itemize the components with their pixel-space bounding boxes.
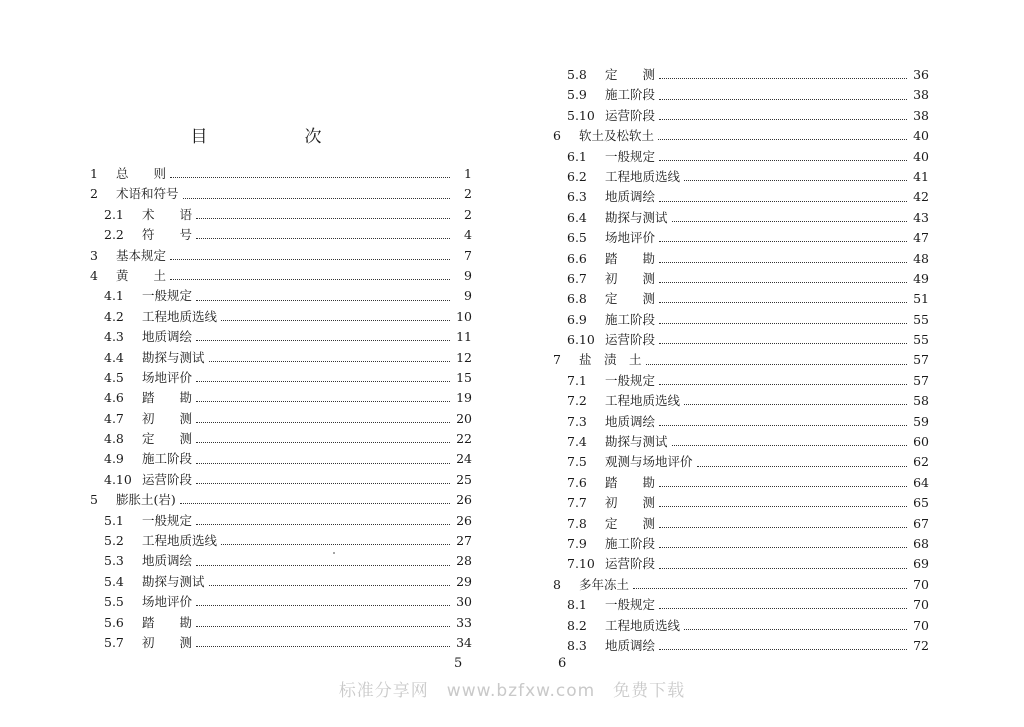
toc-entry-label: 初 测 — [605, 495, 656, 511]
toc-leader-dots — [196, 217, 450, 219]
toc-entry-label: 勘探与测试 — [142, 573, 205, 589]
toc-entry-number: 2.1 — [104, 206, 124, 222]
toc-entry[interactable] — [553, 554, 929, 574]
toc-entry-number: 7.7 — [567, 495, 587, 511]
toc-entry-page: 7 — [464, 247, 472, 263]
toc-entry[interactable] — [90, 266, 472, 286]
toc-entry-label: 勘探与测试 — [142, 349, 205, 365]
toc-leader-dots — [659, 322, 907, 324]
toc-entry-page: 29 — [456, 573, 472, 589]
toc-entry-number: 5.1 — [104, 512, 124, 528]
toc-entry-number: 7.9 — [567, 535, 587, 551]
toc-entry[interactable] — [553, 371, 929, 391]
toc-entry[interactable] — [90, 368, 472, 388]
toc-leader-dots — [170, 258, 450, 260]
toc-leader-dots — [180, 502, 450, 504]
toc-leader-dots — [659, 546, 907, 548]
toc-leader-dots — [196, 482, 450, 484]
toc-entry-page: 2 — [464, 186, 472, 202]
toc-entry-number: 5.3 — [104, 553, 124, 569]
toc-leader-dots — [659, 505, 907, 507]
toc-leader-dots — [209, 360, 450, 362]
toc-entry-number: 5.5 — [104, 594, 124, 610]
toc-entry[interactable] — [553, 493, 929, 513]
toc-entry-number: 1 — [90, 166, 98, 181]
toc-entry-label: 运营阶段 — [142, 471, 193, 487]
toc-entry-label: 施工阶段 — [605, 535, 656, 551]
toc-entry[interactable] — [553, 187, 929, 207]
toc-list-left — [90, 164, 472, 653]
toc-leader-dots — [659, 648, 907, 650]
toc-leader-dots — [196, 604, 450, 606]
toc-entry-number: 7.6 — [567, 474, 587, 490]
toc-entry-number: 5 — [90, 492, 98, 508]
toc-entry-number: 7.10 — [567, 556, 595, 572]
toc-entry-label: 踏 勘 — [605, 250, 656, 266]
toc-entry[interactable] — [90, 551, 472, 571]
toc-entry-page: 1 — [464, 166, 472, 181]
toc-entry-page: 60 — [913, 434, 929, 450]
toc-entry[interactable] — [553, 330, 929, 350]
toc-entry-number: 7.3 — [567, 413, 587, 429]
toc-entry-page: 4 — [464, 227, 472, 243]
toc-entry-label: 踏 勘 — [142, 614, 193, 630]
toc-entry-page: 20 — [456, 410, 472, 426]
toc-entry-number: 6.7 — [567, 270, 587, 286]
toc-entry-page: 57 — [913, 352, 929, 368]
toc-entry-number: 7.4 — [567, 434, 587, 450]
toc-entry-label: 膨胀土(岩) — [116, 492, 176, 508]
toc-entry[interactable] — [90, 327, 472, 347]
toc-entry-label: 初 测 — [605, 270, 656, 286]
toc-entry-label: 工程地质选线 — [605, 393, 681, 409]
toc-entry-label: 初 测 — [142, 634, 193, 650]
toc-entry-page: 26 — [456, 492, 472, 508]
toc-entry-number: 4.7 — [104, 410, 124, 426]
toc-entry-label: 一般规定 — [605, 372, 656, 388]
toc-entry-label: 地质调绘 — [605, 637, 656, 653]
toc-entry-page: 70 — [913, 576, 929, 592]
toc-entry-page: 26 — [456, 512, 472, 528]
toc-leader-dots — [196, 400, 450, 402]
toc-entry[interactable] — [90, 531, 472, 551]
toc-leader-dots — [659, 607, 907, 609]
toc-entry-number: 5.8 — [567, 67, 587, 82]
toc-entry-page: 36 — [913, 67, 929, 82]
toc-leader-dots — [659, 200, 907, 202]
toc-leader-dots — [659, 261, 907, 263]
toc-entry-page: 67 — [913, 515, 929, 531]
toc-entry[interactable] — [90, 307, 472, 327]
toc-entry-label: 地质调绘 — [142, 329, 193, 345]
toc-entry-label: 一般规定 — [142, 288, 193, 304]
toc-leader-dots — [221, 543, 450, 545]
toc-leader-dots — [659, 118, 907, 120]
toc-entry-label: 总 则 — [116, 166, 167, 181]
toc-entry-label: 盐 渍 土 — [579, 352, 642, 368]
toc-entry-number: 6.9 — [567, 311, 587, 327]
toc-entry-label: 地质调绘 — [605, 413, 656, 429]
toc-entry[interactable] — [553, 228, 929, 248]
toc-entry-page: 11 — [456, 329, 472, 345]
toc-leader-dots — [659, 281, 907, 283]
toc-leader-dots — [659, 301, 907, 303]
toc-entry[interactable] — [90, 613, 472, 633]
toc-leader-dots — [659, 485, 907, 487]
toc-entry-page: 33 — [456, 614, 472, 630]
toc-entry[interactable] — [90, 490, 472, 510]
toc-entry-number: 7.8 — [567, 515, 587, 531]
toc-entry-number: 7.5 — [567, 454, 587, 470]
toc-entry-label: 施工阶段 — [605, 87, 656, 103]
toc-entry[interactable] — [90, 205, 472, 225]
toc-leader-dots — [659, 240, 907, 242]
toc-entry[interactable] — [553, 289, 929, 309]
toc-entry[interactable] — [553, 85, 929, 105]
toc-leader-dots — [659, 383, 907, 385]
toc-entry-page: 62 — [913, 454, 929, 470]
toc-entry-page: 12 — [456, 349, 472, 365]
toc-entry-number: 6.3 — [567, 189, 587, 205]
toc-entry-label: 工程地质选线 — [605, 617, 681, 633]
toc-leader-dots — [633, 587, 907, 589]
toc-entry[interactable] — [553, 249, 929, 269]
toc-entry-page: 48 — [913, 250, 929, 266]
toc-entry-label: 踏 勘 — [142, 390, 193, 406]
toc-entry-number: 6.2 — [567, 168, 587, 184]
toc-entry-number: 6.5 — [567, 230, 587, 246]
toc-entry[interactable] — [553, 167, 929, 187]
toc-leader-dots — [672, 220, 907, 222]
toc-entry[interactable] — [90, 225, 472, 245]
toc-entry-number: 5.6 — [104, 614, 124, 630]
toc-entry[interactable] — [90, 184, 472, 204]
toc-entry-page: 34 — [456, 634, 472, 650]
toc-leader-dots — [659, 567, 907, 569]
toc-entry-page: 69 — [913, 556, 929, 572]
toc-entry[interactable] — [90, 592, 472, 612]
toc-entry-number: 4.8 — [104, 431, 124, 447]
toc-entry[interactable] — [90, 470, 472, 490]
toc-entry[interactable] — [553, 514, 929, 534]
toc-entry-label: 定 测 — [605, 67, 656, 82]
toc-entry[interactable] — [90, 449, 472, 469]
toc-entry-number: 5.2 — [104, 533, 124, 549]
toc-entry-label: 运营阶段 — [605, 332, 656, 348]
toc-entry[interactable] — [553, 126, 929, 146]
toc-entry-page: 68 — [913, 535, 929, 551]
toc-entry-label: 术 语 — [142, 206, 193, 222]
toc-entry-page: 9 — [464, 267, 472, 283]
toc-entry-number: 4.1 — [104, 288, 124, 304]
toc-entry-label: 工程地质选线 — [605, 168, 681, 184]
toc-entry-label: 施工阶段 — [142, 451, 193, 467]
toc-entry-page: 70 — [913, 617, 929, 633]
toc-entry-page: 9 — [464, 288, 472, 304]
toc-leader-dots — [196, 462, 450, 464]
toc-leader-dots — [170, 176, 450, 178]
toc-leader-dots — [196, 299, 450, 301]
toc-entry-label: 踏 勘 — [605, 474, 656, 490]
toc-entry-label: 基本规定 — [116, 247, 167, 263]
toc-entry-page: 10 — [456, 308, 472, 324]
toc-entry-page: 19 — [456, 390, 472, 406]
toc-entry-number: 7.2 — [567, 393, 587, 409]
toc-leader-dots — [659, 77, 907, 79]
toc-leader-dots — [209, 584, 450, 586]
toc-entry[interactable] — [90, 409, 472, 429]
right-page — [512, 0, 1024, 727]
toc-entry[interactable] — [90, 511, 472, 531]
toc-leader-dots — [697, 465, 907, 467]
toc-entry-page: 40 — [913, 128, 929, 144]
toc-leader-dots — [672, 444, 907, 446]
toc-entry-number: 4.2 — [104, 308, 124, 324]
toc-entry-label: 一般规定 — [605, 148, 656, 164]
toc-entry[interactable] — [553, 473, 929, 493]
toc-entry-page: 30 — [456, 594, 472, 610]
toc-entry-page: 40 — [913, 148, 929, 164]
toc-entry[interactable] — [553, 412, 929, 432]
toc-entry[interactable] — [553, 575, 929, 595]
toc-entry-number: 6.6 — [567, 250, 587, 266]
toc-entry-number: 3 — [90, 247, 98, 263]
toc-entry-number: 2.2 — [104, 227, 124, 243]
toc-entry-label: 定 测 — [142, 431, 193, 447]
toc-entry-label: 软土及松软土 — [579, 128, 655, 144]
toc-entry-number: 4 — [90, 267, 98, 283]
toc-entry[interactable] — [553, 310, 929, 330]
toc-entry-page: 24 — [456, 451, 472, 467]
toc-entry-label: 一般规定 — [605, 597, 656, 613]
toc-entry-number: 8 — [553, 576, 561, 592]
toc-entry-label: 初 测 — [142, 410, 193, 426]
toc-entry-number: 5.7 — [104, 634, 124, 650]
toc-entry-label: 符 号 — [142, 227, 193, 243]
toc-leader-dots — [659, 98, 907, 100]
toc-entry-number: 6.1 — [567, 148, 587, 164]
toc-leader-dots — [684, 179, 907, 181]
toc-entry-page: 25 — [456, 471, 472, 487]
toc-leader-dots — [684, 628, 907, 630]
toc-entry-label: 场地评价 — [142, 594, 193, 610]
toc-entry[interactable] — [553, 106, 929, 126]
toc-entry[interactable] — [553, 452, 929, 472]
toc-entry-number: 8.1 — [567, 597, 587, 613]
toc-leader-dots — [196, 564, 450, 566]
toc-entry[interactable] — [90, 246, 472, 266]
toc-entry-page: 51 — [913, 291, 929, 307]
toc-entry-number: 5.4 — [104, 573, 124, 589]
toc-entry-page: 65 — [913, 495, 929, 511]
toc-entry-page: 59 — [913, 413, 929, 429]
toc-entry-number: 4.4 — [104, 349, 124, 365]
toc-leader-dots — [659, 424, 907, 426]
toc-entry[interactable] — [553, 432, 929, 452]
toc-leader-dots — [659, 526, 907, 528]
toc-entry-number: 2 — [90, 186, 98, 202]
toc-entry-label: 施工阶段 — [605, 311, 656, 327]
watermark: 标准分享网 www.bzfxw.com 免费下载 — [338, 681, 686, 701]
toc-leader-dots — [196, 237, 450, 239]
toc-entry[interactable] — [553, 595, 929, 615]
toc-entry-page: 57 — [913, 372, 929, 388]
toc-entry-label: 地质调绘 — [142, 553, 193, 569]
toc-leader-dots — [196, 339, 450, 341]
toc-leader-dots — [196, 380, 450, 382]
toc-entry-label: 勘探与测试 — [605, 434, 668, 450]
toc-entry-label: 定 测 — [605, 515, 656, 531]
toc-entry[interactable] — [90, 633, 472, 653]
toc-entry-number: 4.5 — [104, 369, 124, 385]
toc-entry-number: 7 — [553, 352, 561, 368]
toc-entry[interactable] — [90, 348, 472, 368]
toc-entry-number: 4.3 — [104, 329, 124, 345]
toc-leader-dots — [659, 342, 907, 344]
toc-entry-label: 观测与场地评价 — [605, 454, 693, 470]
toc-entry-label: 场地评价 — [605, 230, 656, 246]
toc-entry-number: 6.4 — [567, 209, 587, 225]
toc-entry-page: 28 — [456, 553, 472, 569]
toc-entry[interactable] — [553, 391, 929, 411]
toc-leader-dots — [196, 523, 450, 525]
toc-entry-page: 55 — [913, 311, 929, 327]
toc-entry-number: 7.1 — [567, 372, 587, 388]
toc-entry-page: 47 — [913, 230, 929, 246]
toc-entry-number: 4.10 — [104, 471, 132, 487]
toc-entry[interactable] — [553, 65, 929, 85]
toc-entry[interactable] — [90, 388, 472, 408]
toc-entry-number: 5.9 — [567, 87, 587, 103]
toc-entry-page: 15 — [456, 369, 472, 385]
toc-leader-dots — [659, 159, 907, 161]
toc-entry-label: 术语和符号 — [116, 186, 179, 202]
toc-entry-label: 工程地质选线 — [142, 308, 218, 324]
toc-leader-dots — [646, 363, 907, 365]
toc-entry[interactable] — [553, 534, 929, 554]
page-number-left: 5 — [454, 656, 463, 671]
toc-entry-page: 70 — [913, 597, 929, 613]
toc-entry-number: 8.3 — [567, 637, 587, 653]
toc-entry[interactable] — [90, 164, 472, 184]
toc-leader-dots — [170, 278, 450, 280]
toc-entry-page: 49 — [913, 270, 929, 286]
toc-entry-page: 64 — [913, 474, 929, 490]
toc-leader-dots — [196, 625, 450, 627]
toc-entry-number: 6.8 — [567, 291, 587, 307]
toc-leader-dots — [196, 441, 450, 443]
toc-entry[interactable] — [553, 616, 929, 636]
toc-entry[interactable] — [90, 429, 472, 449]
toc-entry-label: 场地评价 — [142, 369, 193, 385]
toc-entry[interactable] — [553, 269, 929, 289]
toc-title: 目 次 — [190, 127, 362, 147]
toc-entry-label: 一般规定 — [142, 512, 193, 528]
page-number-right: 6 — [558, 656, 567, 671]
toc-entry-page: 72 — [913, 637, 929, 653]
toc-entry-number: 8.2 — [567, 617, 587, 633]
toc-leader-dots — [183, 197, 450, 199]
toc-leader-dots — [684, 403, 907, 405]
toc-entry-label: 黄 土 — [116, 267, 167, 283]
toc-entry[interactable] — [90, 572, 472, 592]
toc-entry-number: 4.6 — [104, 390, 124, 406]
toc-entry-page: 43 — [913, 209, 929, 225]
toc-entry-number: 4.9 — [104, 451, 124, 467]
toc-entry[interactable] — [553, 208, 929, 228]
toc-entry[interactable] — [90, 286, 472, 306]
toc-entry-page: 58 — [913, 393, 929, 409]
toc-entry-page: 27 — [456, 533, 472, 549]
toc-entry-label: 地质调绘 — [605, 189, 656, 205]
toc-entry-page: 22 — [456, 431, 472, 447]
toc-entry[interactable] — [553, 636, 929, 656]
toc-entry-label: 定 测 — [605, 291, 656, 307]
toc-entry-page: 2 — [464, 206, 472, 222]
toc-entry-page: 41 — [913, 168, 929, 184]
toc-leader-dots — [221, 319, 450, 321]
toc-list-right — [553, 65, 929, 656]
scan-speck — [333, 552, 335, 554]
toc-entry-page: 38 — [913, 87, 929, 103]
toc-entry-number: 6 — [553, 128, 561, 144]
toc-entry[interactable] — [553, 147, 929, 167]
toc-entry-label: 工程地质选线 — [142, 533, 218, 549]
toc-entry-page: 42 — [913, 189, 929, 205]
toc-entry-label: 运营阶段 — [605, 107, 656, 123]
toc-entry-page: 55 — [913, 332, 929, 348]
toc-entry-number: 5.10 — [567, 107, 595, 123]
toc-leader-dots — [196, 645, 450, 647]
toc-entry[interactable] — [553, 350, 929, 370]
toc-entry-page: 38 — [913, 107, 929, 123]
toc-entry-label: 勘探与测试 — [605, 209, 668, 225]
toc-entry-number: 6.10 — [567, 332, 595, 348]
toc-leader-dots — [658, 138, 907, 140]
toc-entry-label: 多年冻土 — [579, 576, 630, 592]
toc-leader-dots — [196, 421, 450, 423]
toc-entry-label: 运营阶段 — [605, 556, 656, 572]
